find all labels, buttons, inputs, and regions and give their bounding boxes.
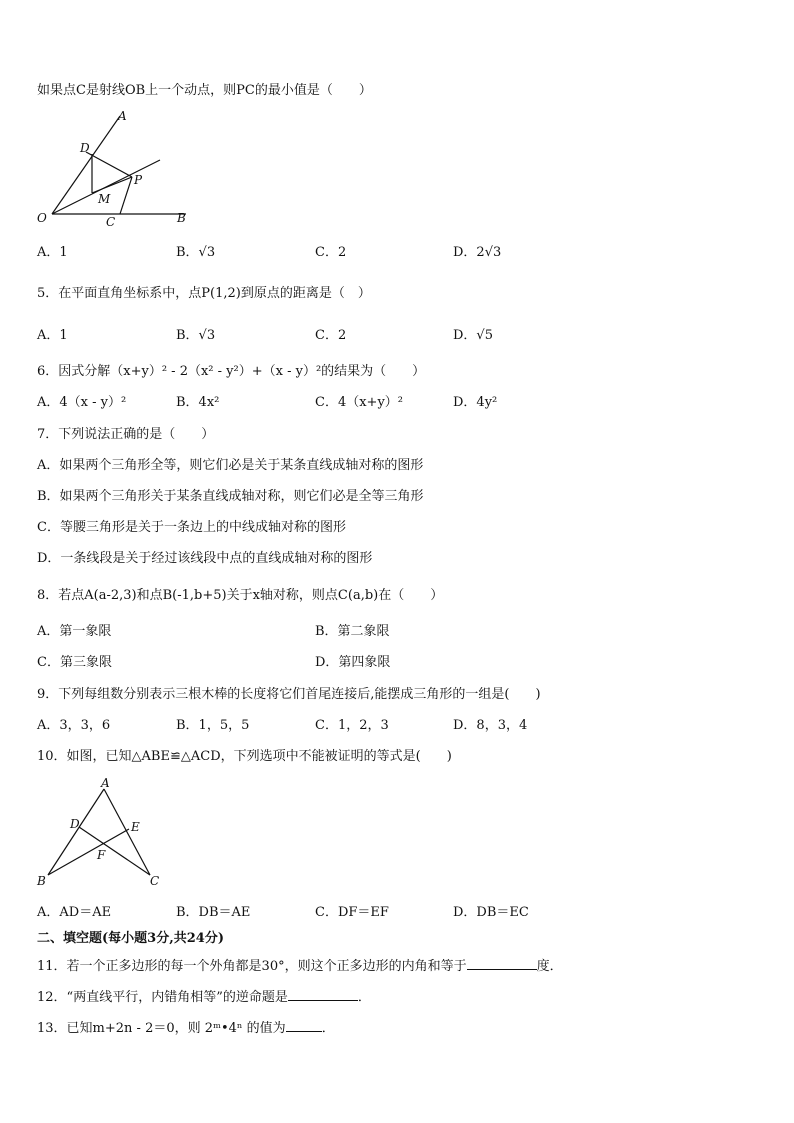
q4-label-c: C bbox=[106, 215, 116, 228]
q5-option-c: C．2 bbox=[315, 328, 347, 343]
section-2-title: 二、填空题(每小题3分,共24分) bbox=[37, 931, 224, 946]
q10-option-b: B．DB＝AE bbox=[176, 905, 251, 920]
q5-option-d: D．√5 bbox=[453, 328, 493, 343]
q8-option-a: A．第一象限 bbox=[37, 624, 112, 639]
q10-figure bbox=[34, 777, 164, 889]
q12-line bbox=[37, 988, 371, 1007]
q6-option-c: C．4（x+y）² bbox=[315, 395, 403, 410]
q13-text: 13．已知m+2n - 2＝0，则 2ᵐ•4ⁿ 的值为 bbox=[37, 1021, 286, 1036]
q10-label-a: A bbox=[101, 777, 110, 790]
q4-option-b: B．√3 bbox=[176, 245, 216, 260]
q9-option-a: A．3，3，6 bbox=[37, 718, 111, 733]
q13-answer-blank[interactable] bbox=[286, 1019, 322, 1032]
q11-text: 11．若一个正多边形的每一个外角都是30°，则这个正多边形的内角和等于 bbox=[37, 959, 467, 974]
q10-option-d: D．DB＝EC bbox=[453, 905, 529, 920]
q12-answer-blank[interactable] bbox=[288, 988, 358, 1001]
q5-option-a: A．1 bbox=[37, 328, 68, 343]
q7-option-b: B．如果两个三角形关于某条直线成轴对称，则它们必是全等三角形 bbox=[37, 489, 424, 504]
q4-option-a: A．1 bbox=[37, 245, 68, 260]
q11-answer-blank[interactable] bbox=[467, 957, 537, 970]
q4-label-m: M bbox=[98, 192, 111, 206]
q8-stem: 8．若点A(a-2,3)和点B(-1,b+5)关于x轴对称，则点C(a,b)在（ ） bbox=[37, 588, 444, 603]
q9-option-d: D．8，3，4 bbox=[453, 718, 528, 733]
q4-label-p: P bbox=[134, 173, 143, 187]
q13-suffix: ． bbox=[321, 1021, 335, 1036]
q4-stem: 如果点C是射线OB上一个动点，则PC的最小值是（ ） bbox=[37, 83, 372, 98]
q9-stem: 9．下列每组数分别表示三根木棒的长度将它们首尾连接后,能摆成三角形的一组是( ) bbox=[37, 687, 541, 702]
q12-suffix: ． bbox=[357, 990, 371, 1005]
q7-option-d: D．一条线段是关于经过该线段中点的直线成轴对称的图形 bbox=[37, 551, 373, 566]
q10-label-d: D bbox=[70, 817, 80, 831]
q7-option-c: C．等腰三角形是关于一条边上的中线成轴对称的图形 bbox=[37, 520, 346, 535]
q9-option-b: B．1，5，5 bbox=[176, 718, 250, 733]
q4-label-o: O bbox=[37, 211, 47, 225]
q10-option-c: C．DF＝EF bbox=[315, 905, 389, 920]
q4-label-a: A bbox=[118, 109, 127, 123]
q4-option-c: C．2 bbox=[315, 245, 347, 260]
q4-label-b: B bbox=[177, 211, 186, 225]
q6-option-b: B．4x² bbox=[176, 395, 220, 410]
q10-label-e: E bbox=[131, 820, 140, 834]
q7-option-a: A．如果两个三角形全等，则它们必是关于某条直线成轴对称的图形 bbox=[37, 458, 424, 473]
q8-option-d: D．第四象限 bbox=[315, 655, 391, 670]
q4-option-d: D．2√3 bbox=[453, 245, 502, 260]
q6-option-d: D．4y² bbox=[453, 395, 498, 410]
q10-label-c: C bbox=[150, 874, 160, 888]
q8-option-c: C．第三象限 bbox=[37, 655, 112, 670]
q12-text: 12．“两直线平行，内错角相等”的逆命题是 bbox=[37, 990, 288, 1005]
q10-stem: 10．如图，已知△ABE≌△ACD，下列选项中不能被证明的等式是( ) bbox=[37, 749, 452, 764]
q10-option-a: A．AD＝AE bbox=[37, 905, 112, 920]
q8-option-b: B．第二象限 bbox=[315, 624, 390, 639]
q6-option-a: A．4（x - y）² bbox=[37, 395, 127, 410]
q7-stem: 7．下列说法正确的是（ ） bbox=[37, 427, 215, 442]
q9-option-c: C．1，2，3 bbox=[315, 718, 389, 733]
q10-label-b: B bbox=[37, 874, 46, 888]
q5-option-b: B．√3 bbox=[176, 328, 216, 343]
q6-stem: 6．因式分解（x+y）² - 2（x² - y²）+（x - y）²的结果为（ ） bbox=[37, 364, 426, 379]
q10-label-f: F bbox=[97, 848, 106, 862]
q4-figure bbox=[34, 108, 194, 228]
q11-line bbox=[37, 957, 563, 976]
q11-suffix: 度． bbox=[536, 959, 563, 974]
q13-line bbox=[37, 1019, 335, 1038]
q5-stem: 5．在平面直角坐标系中，点P(1,2)到原点的距离是（ ） bbox=[37, 286, 371, 301]
q4-label-d: D bbox=[80, 141, 90, 155]
